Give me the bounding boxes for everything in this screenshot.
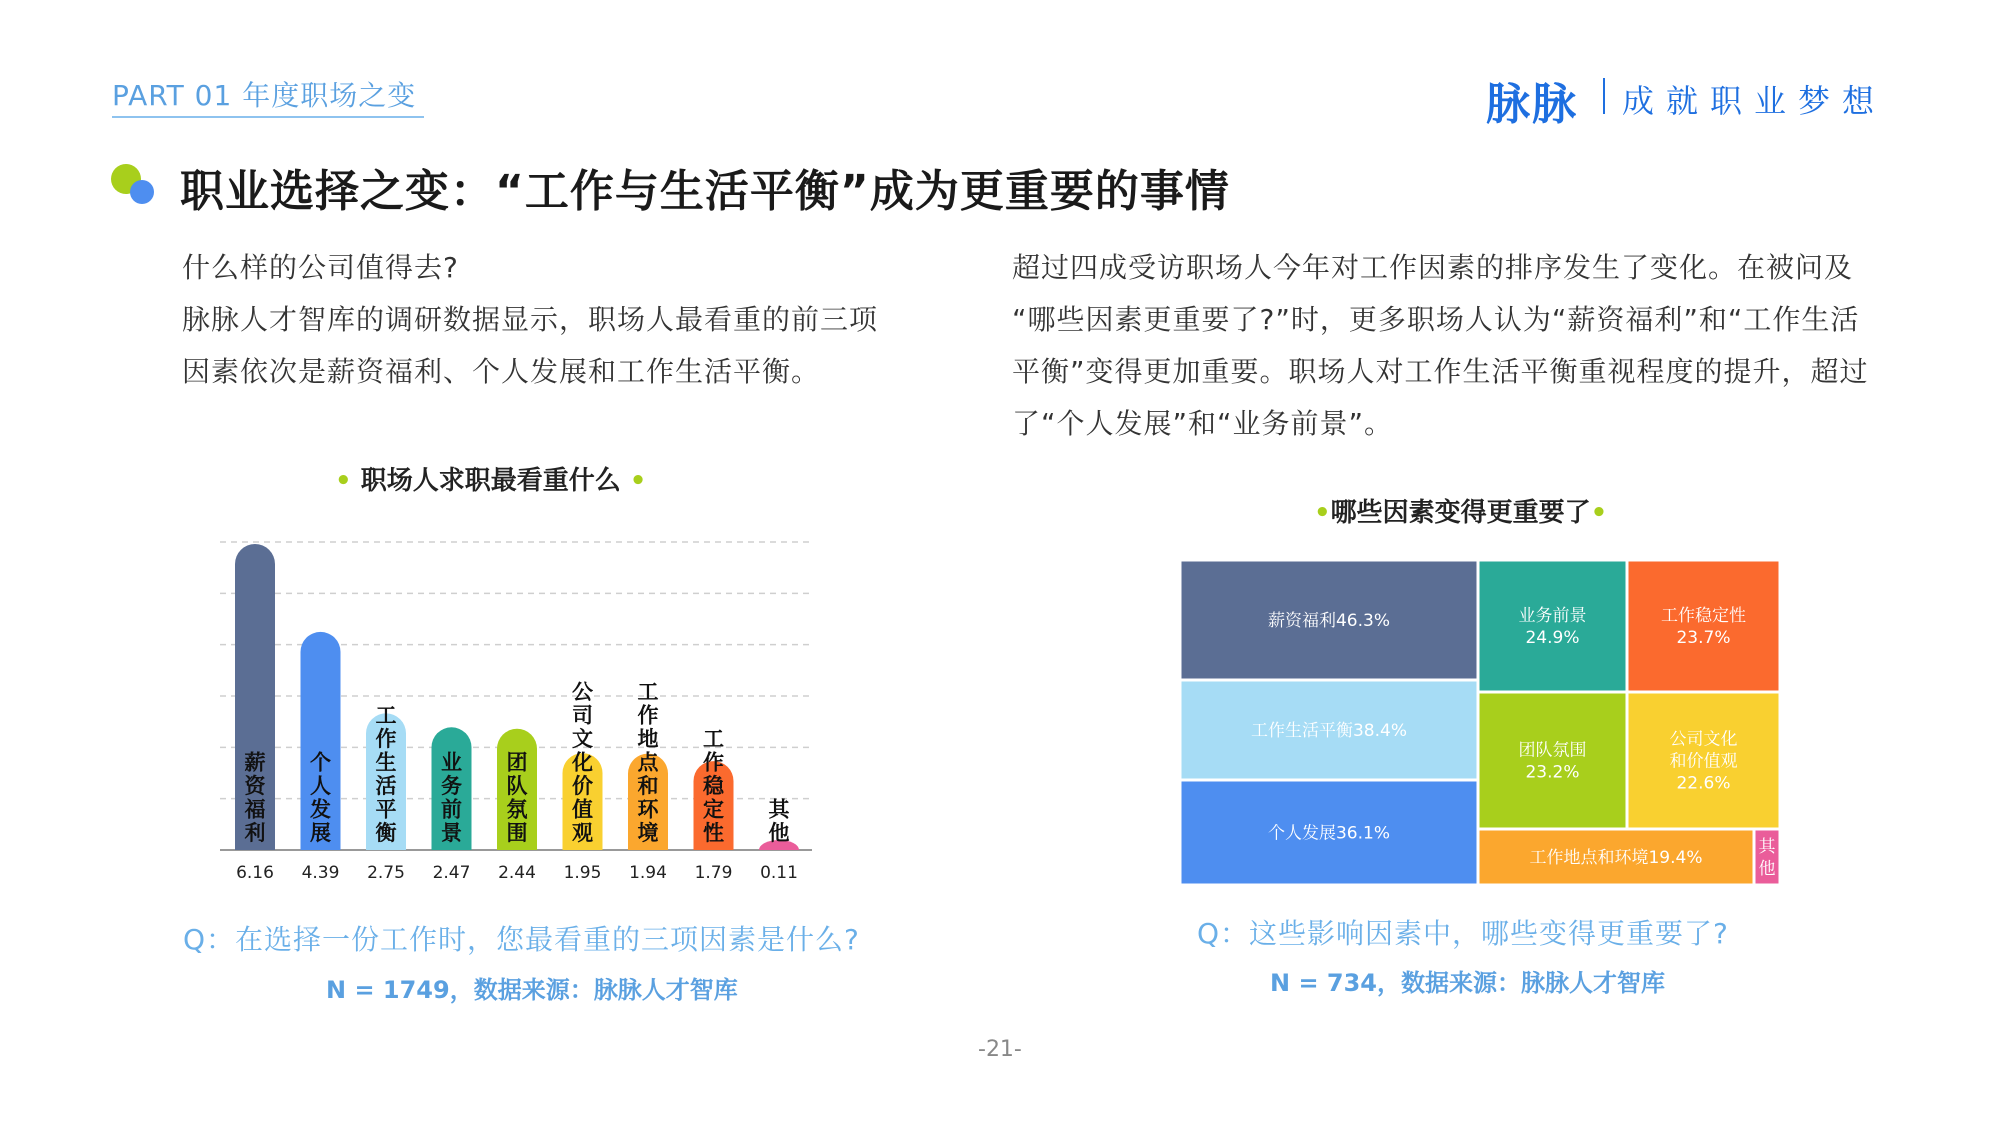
treemap-cell-label: 工作生活平衡38.4% [1250,720,1408,741]
bar-category-label: 业务前景 [441,750,462,845]
left-paragraph-line: 因素依次是薪资福利、个人发展和工作生活平衡。 [182,355,821,388]
bullet-dot: • [1314,498,1331,528]
treemap-cell-label: 其他 [1758,836,1776,879]
treemap-cell-label: 公司文化和价值观 22.6% [1669,729,1738,794]
bar-chart [200,520,840,890]
brand-slogan: 成就职业梦想 [1622,82,1887,120]
right-paragraph-line: “哪些因素更重要了?”时，更多职场人认为“薪资福利”和“工作生活 [1012,303,1860,336]
bar-category-label: 团队氛围 [506,750,528,845]
bar-value-label: 6.16 [236,863,274,883]
treemap-cell [1480,694,1626,828]
right-paragraph-line: 平衡”变得更加重要。职场人对工作生活平衡重视程度的提升，超过 [1012,355,1869,388]
bar-chart-title-text: 职场人求职最看重什么 [360,466,621,496]
left-paragraph-line: 脉脉人才智库的调研数据显示，职场人最看重的前三项 [182,303,879,336]
bar-category-label: 其他 [768,797,790,845]
bar-value-label: 1.95 [563,863,602,883]
right-chart-source: N = 734，数据来源：脉脉人才智库 [1270,969,1666,997]
treemap-cell-label: 薪资福利46.3% [1267,610,1391,631]
bar-value-label: 2.44 [498,863,536,883]
bar-category-label: 公司文化价值观 [572,680,593,845]
bullet-dot: • [335,466,352,496]
treemap-cell-label: 工作稳定性 23.7% [1661,605,1746,648]
treemap-cell-label: 个人发展36.1% [1267,823,1391,844]
bar-category-label: 薪资福利 [244,750,266,845]
right-paragraph-line: 超过四成受访职场人今年对工作因素的排序发生了变化。在被问及 [1012,251,1854,284]
page-number: -21- [978,1037,1022,1062]
bar-value-label: 0.11 [760,863,798,883]
bar-category-label: 个人发展 [310,750,331,845]
right-chart-question: Q：这些影响因素中，哪些变得更重要了? [1197,917,1729,950]
bar-category-label: 工作生活平衡 [375,703,397,845]
bar-value-label: 2.75 [367,863,405,883]
bar-category-label: 工作地点和环境 [637,680,659,845]
section-label-underline [112,116,424,118]
bar-value-label: 4.39 [301,863,340,883]
treemap-cell [1480,562,1626,691]
treemap-cell-label: 团队氛围 23.2% [1518,740,1587,783]
treemap-cell-label: 业务前景 24.9% [1518,605,1587,648]
bullet-dot: • [1590,498,1608,528]
bar-value-label: 2.47 [432,863,471,883]
title-decoration-dot-blue [130,180,154,204]
page-title: 职业选择之变：“工作与生活平衡”成为更重要的事情 [180,166,1230,217]
bar-value-label: 1.79 [694,863,733,883]
treemap-title [1314,492,1607,529]
bar-category-label: 工作稳定性 [703,727,724,845]
left-chart-source: N = 1749，数据来源：脉脉人才智库 [326,976,738,1004]
brand-divider [1603,78,1605,114]
left-chart-question: Q：在选择一份工作时，您最看重的三项因素是什么? [183,923,860,956]
treemap-cell-label: 工作地点和环境19.4% [1529,847,1703,868]
brand-logo: 脉脉 [1486,79,1578,130]
section-label: PART 01 年度职场之变 [112,79,417,112]
left-paragraph [182,242,878,398]
left-paragraph-line: 什么样的公司值得去? [182,251,459,284]
treemap-chart [1180,560,1780,885]
treemap-title-text: 哪些因素变得更重要了 [1330,498,1591,528]
bar-value-label: 1.94 [629,863,667,883]
bullet-dot: • [629,466,647,496]
right-paragraph [1012,242,1869,450]
bar-chart-title [335,460,646,497]
treemap-cell [1629,562,1779,691]
right-paragraph-line: 了“个人发展”和“业务前景”。 [1012,407,1394,440]
